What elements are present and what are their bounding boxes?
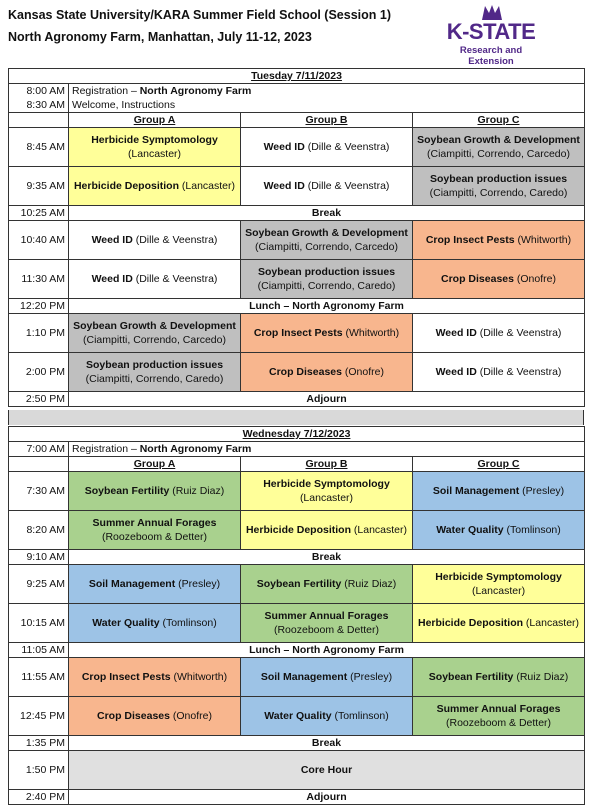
session-cell: Soil Management (Presley)	[413, 472, 585, 511]
document-subtitle: North Agronomy Farm, Manhattan, July 11-12, 2023	[8, 30, 312, 44]
session-row: 10:40 AM Weed ID (Dille & Veenstra) Soybean Growth & Development (Ciampitti, Correndo, Carcedo) Crop Insect Pests (Whitworth)	[9, 221, 585, 260]
session-cell: Weed ID (Dille & Veenstra)	[413, 314, 585, 353]
session-cell: Summer Annual Forages (Roozeboom & Detter)	[241, 604, 413, 643]
session-cell: Herbicide Deposition (Lancaster)	[413, 604, 585, 643]
day-title: Wednesday 7/12/2023	[9, 427, 585, 442]
session-cell: Water Quality (Tomlinson)	[413, 511, 585, 550]
document-title: Kansas State University/KARA Summer Field School (Session 1)	[8, 8, 391, 22]
lunch-row: 12:20 PM Lunch – North Agronomy Farm	[9, 299, 585, 314]
day-title: Tuesday 7/11/2023	[9, 69, 585, 84]
logo-word: K-STATE	[446, 19, 536, 44]
session-row: 11:30 AM Weed ID (Dille & Veenstra) Soybean production issues (Ciampitti, Correndo, Caredo) Crop Diseases (Onofre)	[9, 260, 585, 299]
group-c-header: Group C	[413, 113, 585, 128]
session-row: 10:15 AM Water Quality (Tomlinson) Summer Annual Forages (Roozeboom & Detter) Herbicide Deposition (Lancaster)	[9, 604, 585, 643]
session-row: 1:10 PM Soybean Growth & Development (Ciampitti, Correndo, Carcedo) Crop Insect Pests (Whitworth) Weed ID (Dille & Veenstra)	[9, 314, 585, 353]
session-cell: Soybean production issues (Ciampitti, Correndo, Caredo)	[241, 260, 413, 299]
group-a-header: Group A	[69, 457, 241, 472]
session-cell: Herbicide Symptomology (Lancaster)	[241, 472, 413, 511]
session-cell: Soybean production issues (Ciampitti, Correndo, Caredo)	[413, 167, 585, 206]
session-cell: Weed ID (Dille & Veenstra)	[69, 221, 241, 260]
session-cell: Soybean Fertility (Ruiz Diaz)	[69, 472, 241, 511]
session-row: 8:20 AM Summer Annual Forages (Roozeboom & Detter) Herbicide Deposition (Lancaster) Water Quality (Tomlinson)	[9, 511, 585, 550]
core-hour-row: 1:50 PM Core Hour	[9, 751, 585, 790]
session-cell: Summer Annual Forages (Roozeboom & Detter)	[69, 511, 241, 550]
session-cell: Summer Annual Forages (Roozeboom & Detter)	[413, 697, 585, 736]
session-cell: Crop Diseases (Onofre)	[413, 260, 585, 299]
session-row: 9:25 AM Soil Management (Presley) Soybean Fertility (Ruiz Diaz) Herbicide Symptomology (Lancaster)	[9, 565, 585, 604]
session-cell: Herbicide Deposition (Lancaster)	[241, 511, 413, 550]
session-cell: Crop Insect Pests (Whitworth)	[413, 221, 585, 260]
session-cell: Crop Insect Pests (Whitworth)	[241, 314, 413, 353]
adjourn-row: 2:50 PM Adjourn	[9, 392, 585, 407]
session-cell: Weed ID (Dille & Veenstra)	[241, 128, 413, 167]
group-b-header: Group B	[241, 113, 413, 128]
session-cell: Crop Diseases (Onofre)	[69, 697, 241, 736]
session-cell: Herbicide Deposition (Lancaster)	[69, 167, 241, 206]
session-cell: Soil Management (Presley)	[241, 658, 413, 697]
session-cell: Weed ID (Dille & Veenstra)	[413, 353, 585, 392]
break-row: 10:25 AM Break	[9, 206, 585, 221]
group-a-header: Group A	[69, 113, 241, 128]
group-c-header: Group C	[413, 457, 585, 472]
group-b-header: Group B	[241, 457, 413, 472]
session-cell: Water Quality (Tomlinson)	[69, 604, 241, 643]
adjourn-row: 2:40 PM Adjourn	[9, 790, 585, 805]
session-row: 9:35 AM Herbicide Deposition (Lancaster) Weed ID (Dille & Veenstra) Soybean production issues (Ciampitti, Correndo, Caredo)	[9, 167, 585, 206]
session-cell: Weed ID (Dille & Veenstra)	[69, 260, 241, 299]
logo-subtitle: Research and Extension	[459, 45, 523, 67]
session-cell: Soybean Growth & Development (Ciampitti, Correndo, Carcedo)	[413, 128, 585, 167]
registration-row: 7:00 AM Registration – North Agronomy Farm	[9, 442, 585, 457]
document-header	[8, 4, 391, 48]
registration-row: 8:00 AM Registration – North Agronomy Farm	[9, 84, 585, 99]
schedule-day1	[8, 68, 585, 407]
session-cell: Crop Insect Pests (Whitworth)	[69, 658, 241, 697]
session-row: 7:30 AM Soybean Fertility (Ruiz Diaz) Herbicide Symptomology (Lancaster) Soil Management (Presley)	[9, 472, 585, 511]
break-row: 9:10 AM Break	[9, 550, 585, 565]
group-header-row	[9, 113, 585, 128]
session-row: 2:00 PM Soybean production issues (Ciampitti, Correndo, Caredo) Crop Diseases (Onofre) Weed ID (Dille & Veenstra)	[9, 353, 585, 392]
session-cell: Herbicide Symptomology (Lancaster)	[413, 565, 585, 604]
session-cell: Soybean Growth & Development (Ciampitti, Correndo, Carcedo)	[69, 314, 241, 353]
welcome-row: 8:30 AM Welcome, Instructions	[9, 98, 585, 113]
session-row: 11:55 AM Crop Insect Pests (Whitworth) Soil Management (Presley) Soybean Fertility (Ruiz Diaz)	[9, 658, 585, 697]
session-cell: Herbicide Symptomology (Lancaster)	[69, 128, 241, 167]
session-cell: Soybean Growth & Development (Ciampitti, Correndo, Carcedo)	[241, 221, 413, 260]
session-cell: Soybean Fertility (Ruiz Diaz)	[241, 565, 413, 604]
break-row: 1:35 PM Break	[9, 736, 585, 751]
session-row: 12:45 PM Crop Diseases (Onofre) Water Quality (Tomlinson) Summer Annual Forages (Roozeboom & Detter)	[9, 697, 585, 736]
lunch-row: 11:05 AM Lunch – North Agronomy Farm	[9, 643, 585, 658]
session-cell: Weed ID (Dille & Veenstra)	[241, 167, 413, 206]
day-separator	[8, 410, 584, 425]
session-cell: Crop Diseases (Onofre)	[241, 353, 413, 392]
session-cell: Soil Management (Presley)	[69, 565, 241, 604]
kstate-logo	[436, 4, 546, 67]
session-cell: Soybean Fertility (Ruiz Diaz)	[413, 658, 585, 697]
group-header-row	[9, 457, 585, 472]
session-cell: Water Quality (Tomlinson)	[241, 697, 413, 736]
session-row: 8:45 AM Herbicide Symptomology (Lancaster) Weed ID (Dille & Veenstra) Soybean Growth & Development (Ciampitti, Correndo, Carcedo)	[9, 128, 585, 167]
session-cell: Soybean production issues (Ciampitti, Correndo, Caredo)	[69, 353, 241, 392]
schedule-day2	[8, 426, 585, 805]
